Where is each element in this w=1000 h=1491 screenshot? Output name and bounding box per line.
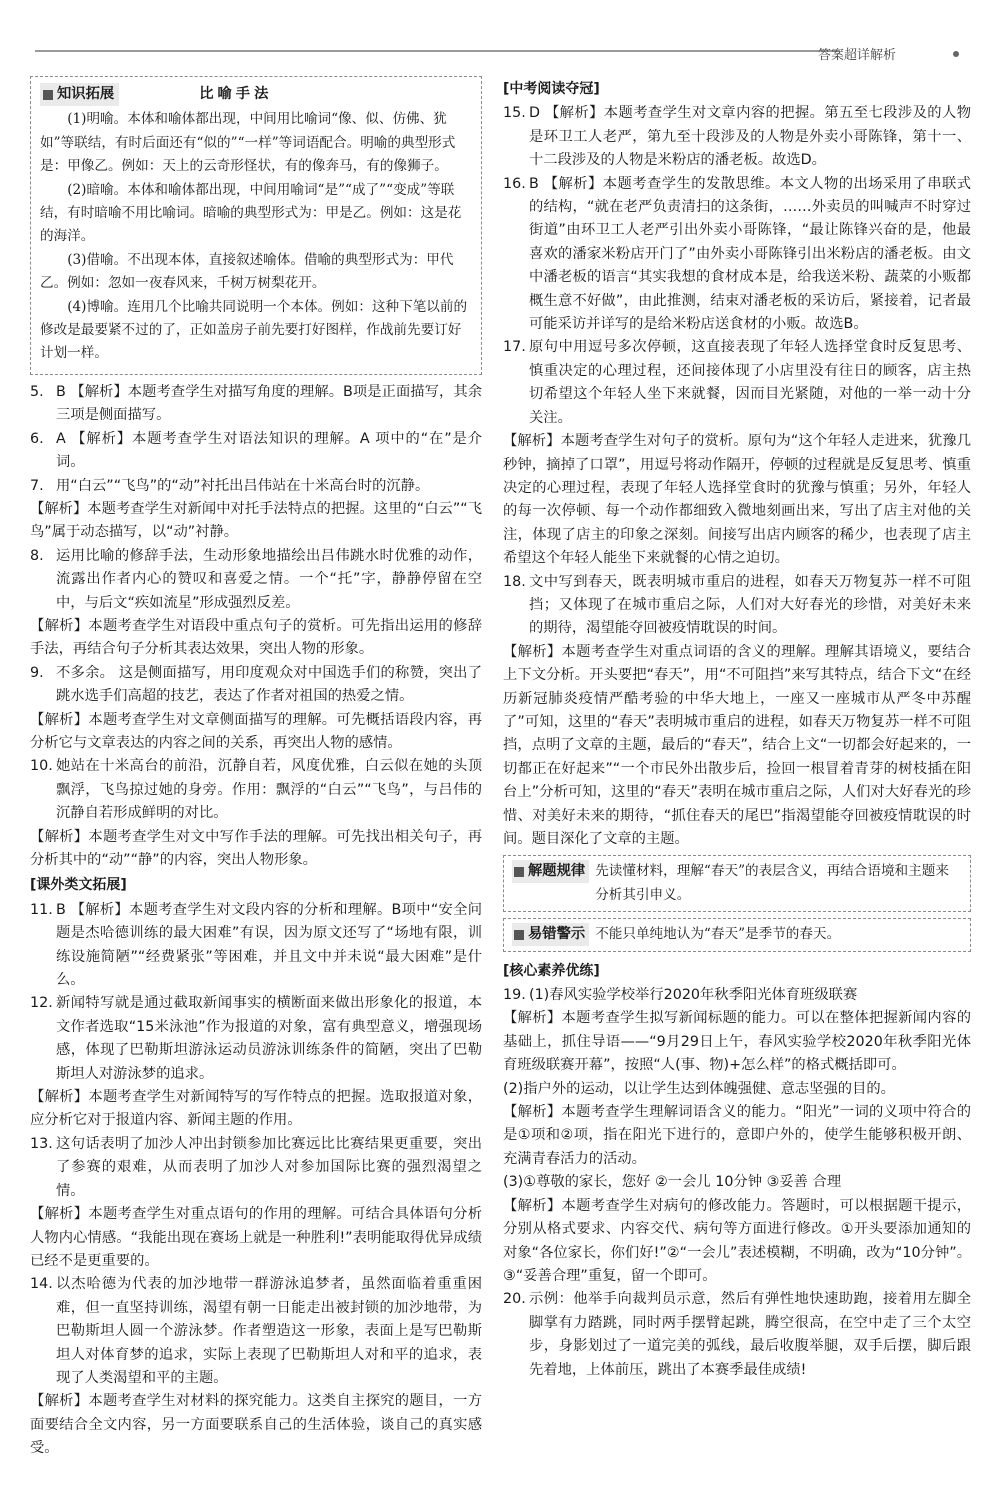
- tip-label-text: 易错警示: [528, 926, 586, 943]
- answer-item: [30, 899, 482, 993]
- tip-text: 不能只单纯地认为“春天”是季节的春天。: [595, 926, 841, 943]
- analysis-text: 【解析】本题考查学生对重点语句的作用的理解。可结合具体语句分析人物内心情感。“我能出现在赛场上就是一种胜利!”表明能取得优异成绩已经不是更重要的。: [30, 1206, 482, 1269]
- answer-item: [30, 545, 482, 615]
- item-text: 原句中用逗号多次停顿，这直接表现了年轻人选择堂食时反复思考、慎重决定的心理过程，还间接体现了小店里没有往日的顾客，店主热切希望这个年轻人坐下来就餐，因而目光紧随，对他的一举一动十分关注。: [529, 339, 971, 426]
- answer-item: [30, 428, 482, 475]
- knowledge-tag: [40, 83, 119, 106]
- item-number: 12.: [30, 995, 53, 1012]
- section-heading: [课外类文拓展]: [30, 877, 127, 894]
- right-column: [503, 76, 971, 1382]
- analysis-text: 【解析】本题考查学生对文章侧面描写的理解。可先概括语段内容，再分析它与文章表达的内容之间的关系，再突出人物的感情。: [30, 711, 482, 751]
- tip-label: [512, 860, 589, 883]
- item-text: 不多余。 这是侧面描写，用印度观众对中国选手们的称赞，突出了跳水选手们高超的技艺，表达了作者对祖国的热爱之情。: [56, 664, 482, 705]
- analysis-text: 【解析】本题考查学生对语段中重点句子的赏析。可先指出运用的修辞手法，再结合句子分析其表达效果，突出人物的形象。: [30, 617, 482, 658]
- answer-item: [30, 1273, 482, 1390]
- item-number: 19.: [503, 987, 526, 1004]
- item-number: 9.: [30, 664, 44, 681]
- answer-text: (3)①尊敬的家长，您好 ②一会儿 10分钟 ③妥善 合理: [503, 1174, 842, 1191]
- item-number: 5.: [30, 383, 44, 400]
- answer-item: [503, 984, 971, 1007]
- analysis-text: 【解析】本题考查学生对材料的探究能力。这类自主探究的题目，一方面要结合全文内容，另一方面要联系自己的生活体验，谈自己的真实感受。: [30, 1393, 482, 1457]
- running-header: 答案超详解析: [818, 48, 897, 63]
- item-number: 8.: [30, 547, 44, 564]
- item-number: 10.: [30, 758, 53, 775]
- item-text: 她站在十米高台的前沿，沉静自若，风度优雅，白云似在她的头顶飘浮，飞鸟掠过她的身旁。作用：飘浮的“白云”“飞鸟”，与吕伟的沉静自若形成鲜明的对比。: [56, 758, 482, 822]
- knowledge-para: (3)借喻。不出现本体，直接叙述喻体。借喻的典型形式为：甲代乙。例如：忽如一夜春风来，千树万树梨花开。: [40, 251, 454, 292]
- item-text: 文中写到春天，既表明城市重启的进程，如春天万物复苏一样不可阻挡；又体现了在城市重启之际，人们对大好春光的珍惜，对美好未来的期待，渴望能夺回被疫情耽误的时间。: [529, 573, 971, 637]
- item-text: 新闻特写就是通过截取新闻事实的横断面来做出形象化的报道，本文作者选取“15米泳池”作为报道的对象，富有典型意义，增强现场感，体现了巴勒斯坦游泳运动员游泳训练条件的简陋，突出了巴勒斯坦人对游泳梦的追求。: [56, 995, 482, 1082]
- item-text: (1)春风实验学校举行2020年秋季阳光体育班级联赛: [529, 987, 858, 1004]
- square-icon: [43, 90, 53, 100]
- item-text: 用“白云”“飞鸟”的“动”衬托出吕伟站在十米高台时的沉静。: [56, 477, 430, 494]
- item-text: B 【解析】本题考查学生对描写角度的理解。B项是正面描写，其余三项是侧面描写。: [56, 383, 482, 424]
- analysis-text: 【解析】本题考查学生对新闻特写的写作特点的把握。选取报道对象，应分析它对于报道内容、新闻主题的作用。: [30, 1089, 482, 1129]
- analysis-text: 【解析】本题考查学生对重点词语的含义的理解。理解其语境义，要结合上下文分析。开头要把“春天”，用“不可阻挡”来写其特点，结合下文“在经历新冠肺炎疫情严酷考验的中华大地上，一座又一座城市从严冬中苏醒了”可知，这里的“春天”表明城市重启的进程，如春天万物复苏一样不可阻挡，点明了文章的主题，最后的“春天”，结合上文“一切都会好起来的，一切都正在好起来”“一个市民外出散步后，捡回一根冒着青芽的树枝插在阳台上”分析可知，这里的“春天”表明在城市重启之际，人们对大好春光的珍惜、对美好未来的期待，“抓住春天的尾巴”指渴望能夺回被疫情耽误的时间。题目深化了文章的主题。: [503, 643, 971, 847]
- item-number: 13.: [30, 1135, 53, 1152]
- item-number: 17.: [503, 339, 526, 356]
- answer-item: [30, 475, 482, 498]
- item-number: 20.: [503, 1291, 526, 1308]
- item-text: 运用比喻的修辞手法，生动形象地描绘出吕伟跳水时优雅的动作，流露出作者内心的赞叹和喜爱之情。一个“托”字，静静停留在空中，与后文“疾如流星”形成强烈反差。: [56, 547, 482, 611]
- analysis-text: 【解析】本题考查学生对病句的修改能力。答题时，可以根据题干提示，分别从格式要求、内容交代、病句等方面进行修改。①开头要添加通知的对象“各位家长，你们好!”②“一会儿”表述模糊，不明确，改为“10分钟”。③“妥善合理”重复，留一个即可。: [503, 1197, 971, 1284]
- answer-item: [503, 1288, 971, 1382]
- section-heading: [中考阅读夺冠]: [503, 81, 600, 97]
- square-icon: [514, 930, 524, 940]
- tip-box-rule: [503, 855, 971, 912]
- item-number: 11.: [30, 901, 53, 918]
- header-dot: [953, 51, 959, 57]
- section-heading: [核心素养优练]: [503, 962, 600, 979]
- item-number: 15.: [503, 105, 526, 122]
- square-icon: [514, 867, 524, 877]
- item-number: 14.: [30, 1276, 53, 1293]
- header-rule: [35, 50, 840, 52]
- tip-box-warning: [503, 918, 971, 951]
- item-number: 7.: [30, 477, 44, 494]
- knowledge-para: (2)暗喻。本体和喻体都出现，中间用喻词“是”“成了”“变成”等联结，有时暗喻不用比喻词。暗喻的典型形式为：甲是乙。例如：这是花的海洋。: [40, 181, 462, 245]
- item-text: B 【解析】本题考查学生对文段内容的分析和理解。B项中“安全问题是杰哈德训练的最大困难”有误，因为原文还写了“场地有限，训练设施简陋”“经费紧张”等困难，并且文中并未说“最大困难”是什么。: [56, 901, 482, 989]
- tip-label-text: 解题规律: [528, 863, 586, 880]
- analysis-text: 【解析】本题考查学生拟写新闻标题的能力。可以在整体把握新闻内容的基础上，抓住导语——“9月29日上午，春风实验学校2020年秋季阳光体育班级联赛开幕”，按照“人(事、物)+怎么样”的格式概括即可。: [503, 1010, 971, 1074]
- item-text: 这句话表明了加沙人冲出封锁参加比赛远比比赛结果更重要，突出了参赛的艰难，从而表明了加沙人对参加国际比赛的强烈渴望之情。: [56, 1135, 482, 1199]
- answer-item: [503, 336, 971, 430]
- knowledge-para: (1)明喻。本体和喻体都出现，中间用比喻词“像、似、仿佛、犹如”等联结，有时后面还有“似的”“一样”等词语配合。明喻的典型形式是：甲像乙。例如：天上的云奇形怪状，有的像奔马，有的像狮子。: [40, 111, 456, 175]
- item-text: 示例：他举手向裁判员示意，然后有弹性地快速助跑，接着用左脚全脚掌有力踏跳，同时两手摆臂起跳，腾空很高，在空中走了三个太空步，身影划过了一道完美的弧线，最后收腹举腿，双手后摆，脚后跟先着地，上体前压，跳出了本赛季最佳成绩!: [529, 1291, 971, 1378]
- analysis-text: 【解析】本题考查学生对文中写作手法的理解。可先找出相关句子，再分析其中的“动”“静”的内容，突出人物形象。: [30, 828, 482, 868]
- answer-item: [30, 992, 482, 1086]
- knowledge-tag-label: 知识拓展: [57, 86, 115, 102]
- answer-item: [30, 381, 482, 428]
- item-number: 18.: [503, 573, 526, 590]
- answer-item: [30, 1133, 482, 1203]
- analysis-text: 【解析】本题考查学生对句子的赏析。原句为“这个年轻人走进来，犹豫几秒钟，摘掉了口罩”，用逗号将动作隔开，停顿的过程就是反复思考、慎重决定的心理过程，表现了年轻人选择堂食时的犹豫与慎重；另外，年轻人的每一次停顿、每一个动作都细致入微地刻画出来，写出了店主对他的关注，体现了店主的印象之深刻。间接写出店内顾客的稀少，也表现了店主希望这个年轻人能坐下来就餐的心情之迫切。: [503, 433, 971, 567]
- item-number: 16.: [503, 175, 526, 192]
- item-number: 6.: [30, 430, 44, 447]
- item-text: 以杰哈德为代表的加沙地带一群游泳追梦者，虽然面临着重重困难，但一直坚持训练，渴望有朝一日能走出被封锁的加沙地带，为巴勒斯坦人圆一个游泳梦。作者塑造这一形象，表面上是写巴勒斯坦人对体育梦的追求，实际上表现了巴勒斯坦人对和平的追求，表现了人类渴望和平的主题。: [56, 1276, 482, 1386]
- item-text: D 【解析】本题考查学生对文章内容的把握。第五至七段涉及的人物是环卫工人老严，第九至十段涉及的人物是外卖小哥陈锋，第十一、十二段涉及的人物是米粉店的潘老板。故选D。: [529, 105, 971, 169]
- knowledge-body: [40, 108, 472, 365]
- answer-item: [30, 755, 482, 825]
- answer-item: [503, 102, 971, 172]
- answer-text: (2)指户外的运动，以让学生达到体魄强健、意志坚强的目的。: [503, 1080, 895, 1097]
- knowledge-title: 比喻手法: [199, 86, 273, 102]
- knowledge-para: (4)博喻。连用几个比喻共同说明一个本体。例如：这种下笔以前的修改是最要紧不过的了，正如盖房子前先要打好图样，作战前先要订好计划一样。: [40, 298, 468, 362]
- tip-label: [512, 923, 589, 946]
- left-column: [30, 76, 482, 1461]
- answer-item: [30, 662, 482, 709]
- answer-item: [503, 173, 971, 337]
- answer-item: [503, 571, 971, 641]
- item-text: A 【解析】本题考查学生对语法知识的理解。A 项中的“在”是介词。: [56, 430, 482, 471]
- analysis-text: 【解析】本题考查学生对新闻中对托手法特点的把握。这里的“白云”“飞鸟”属于动态描写，以“动”衬静。: [30, 500, 482, 541]
- analysis-text: 【解析】本题考查学生理解词语含义的能力。“阳光”一词的义项中符合的是①项和②项，指在阳光下进行的，意即户外的，使学生能够积极开朗、充满青春活力的活动。: [503, 1104, 971, 1167]
- item-text: B 【解析】本题考查学生的发散思维。本文人物的出场采用了串联式的结构，“就在老严负责清扫的这条街，……外卖员的叫喊声不时穿过街道”由环卫工人老严引出外卖小哥陈锋，“最让陈锋兴奋的是，他最喜欢的潘家米粉店开门了”由外卖小哥陈锋引出米粉店的潘老板。由文中潘老板的语言“其实我想的食材成本是，给我送米粉、蔬菜的小贩都概生意不好做”，由此推测，结束对潘老板的采访后，紧接着，记者最可能采访并详写的是给米粉店送食材的小贩。故选B。: [529, 175, 971, 333]
- knowledge-box-head: [40, 83, 472, 106]
- tip-text: 先读懂材料，理解“春天”的表层含义，再结合语境和主题来分析其引申义。: [595, 863, 949, 903]
- knowledge-box: [30, 76, 482, 375]
